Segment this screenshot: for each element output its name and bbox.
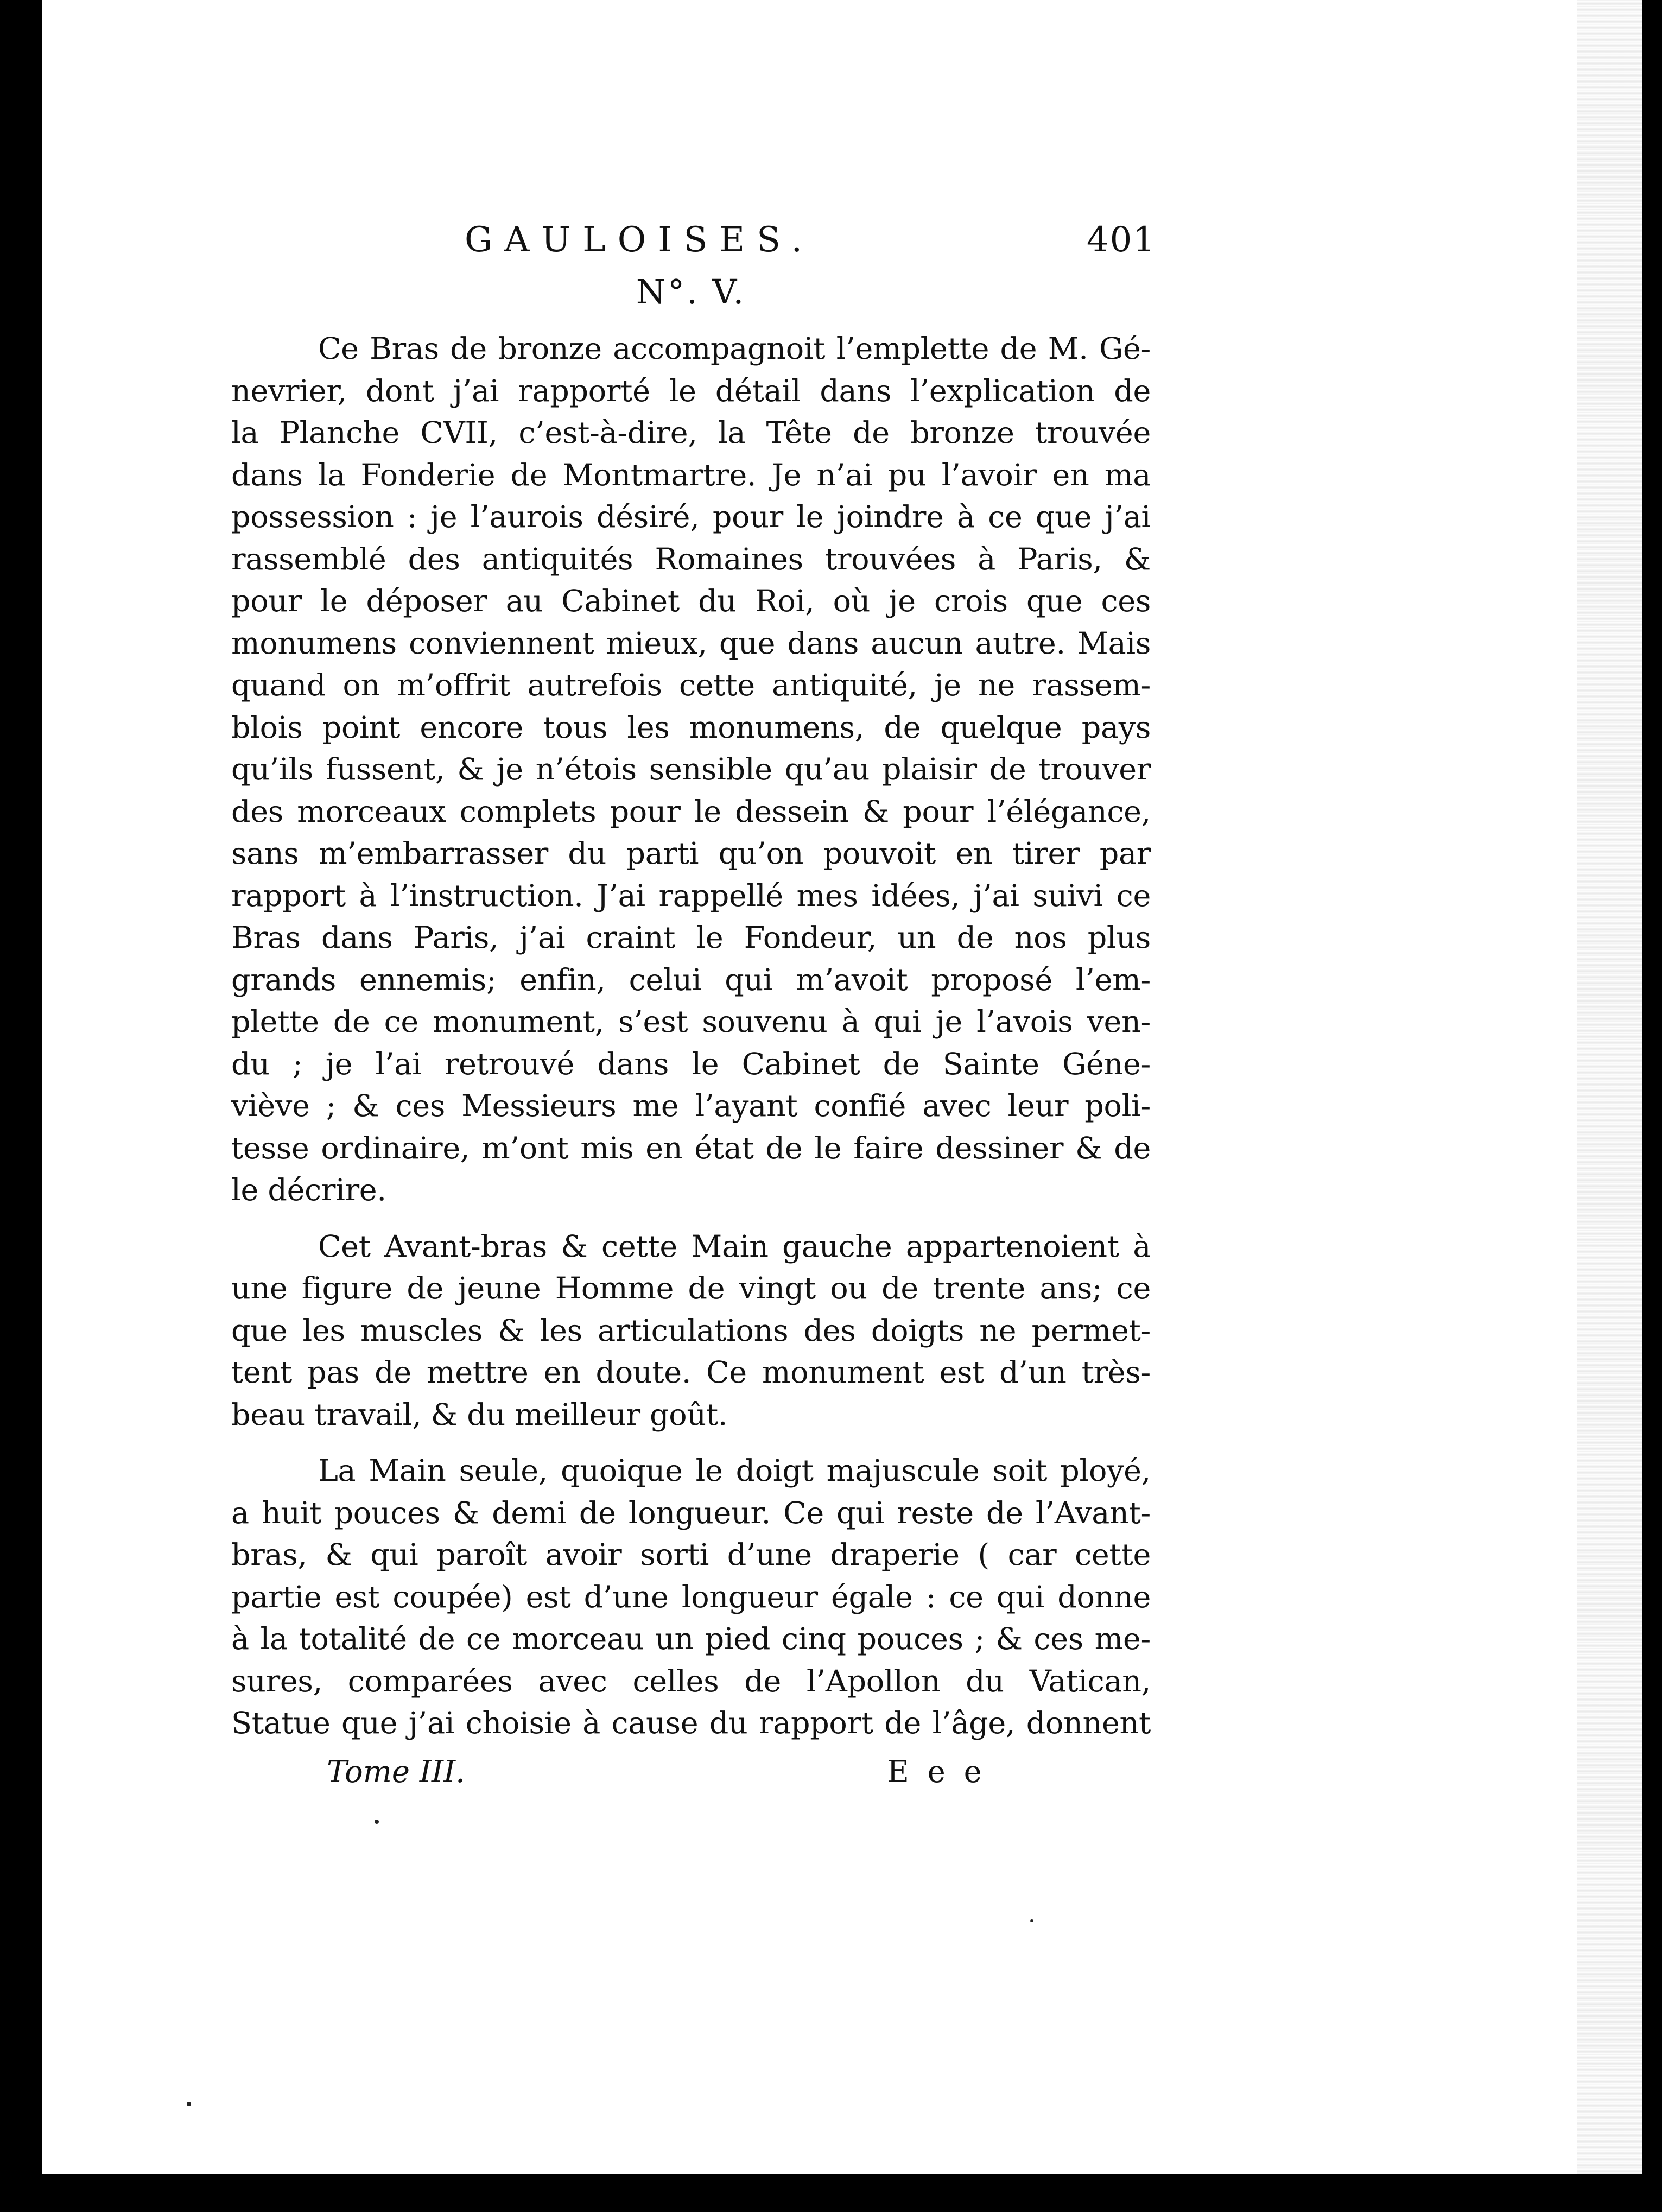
text-line: la Planche CVII, c’est-à-dire, la Tête de bronze trouvée — [231, 415, 1151, 451]
text-line: sures, comparées avec celles de l’Apollon du Vatican, — [231, 1663, 1151, 1699]
text-line: une figure de jeune Homme de vingt ou de trente ans; ce — [231, 1271, 1151, 1306]
text-line: tent pas de mettre en doute. Ce monument est d’un très- — [231, 1355, 1151, 1390]
paragraph-1 — [231, 328, 1151, 1212]
text-line: dans la Fonderie de Montmartre. Je n’ai pu l’avoir en ma — [231, 457, 1151, 493]
volume-label: Tome III. — [327, 1754, 465, 1790]
text-line: que les muscles & les articulations des doigts ne permet- — [231, 1313, 1151, 1348]
text-line: blois point encore tous les monumens, de quelque pays — [231, 709, 1151, 745]
running-head — [231, 220, 1156, 272]
text-line: Ce Bras de bronze accompagnoit l’emplette de M. Gé- — [318, 331, 1151, 366]
scan-speck — [187, 2102, 191, 2106]
text-line: Bras dans Paris, j’ai craint le Fondeur, un de nos plus — [231, 920, 1151, 955]
text-line: grands ennemis; enfin, celui qui m’avoit proposé l’em- — [231, 962, 1151, 998]
text-line: rassemblé des antiquités Romaines trouvées à Paris, & — [231, 541, 1151, 577]
running-title: GAULOISES. — [465, 220, 814, 260]
text-line: qu’ils fussent, & je n’étois sensible qu’au plaisir de trouver — [231, 752, 1151, 787]
page-edge-shading — [1577, 0, 1642, 2176]
text-line: à la totalité de ce morceau un pied cinq pouces ; & ces me- — [231, 1621, 1151, 1657]
text-line: viève ; & ces Messieurs me l’ayant confié avec leur poli- — [231, 1088, 1151, 1124]
text-line: des morceaux complets pour le dessein & pour l’élégance, — [231, 794, 1151, 829]
text-line: du ; je l’ai retrouvé dans le Cabinet de Sainte Géne- — [231, 1046, 1151, 1082]
text-line: a huit pouces & demi de longueur. Ce qui reste de l’Avant- — [231, 1495, 1151, 1531]
section-number: N°. V. — [636, 272, 746, 312]
text-line: bras, & qui paroît avoir sorti d’une draperie ( car cette — [231, 1537, 1151, 1573]
text-line: rapport à l’instruction. J’ai rappellé mes idées, j’ai suivi ce — [231, 878, 1151, 914]
text-line: partie est coupée) est d’une longueur égale : ce qui donne — [231, 1579, 1151, 1615]
text-line: tesse ordinaire, m’ont mis en état de le faire dessiner & de — [231, 1130, 1151, 1166]
paragraph-2 — [231, 1226, 1151, 1436]
text-line: beau travail, & du meilleur goût. — [231, 1397, 728, 1433]
scan-speck — [375, 1820, 379, 1824]
text-line: La Main seule, quoique le doigt majuscule soit ployé, — [318, 1453, 1151, 1488]
text-line: pour le déposer au Cabinet du Roi, où je crois que ces — [231, 584, 1151, 619]
text-line: possession : je l’aurois désiré, pour le joindre à ce que j’ai — [231, 499, 1151, 535]
text-line: sans m’embarrasser du parti qu’on pouvoit en tirer par — [231, 836, 1151, 871]
paragraph-3 — [231, 1450, 1151, 1745]
text-line: quand on m’offrit autrefois cette antiquité, je ne rassem- — [231, 668, 1151, 703]
page-footer — [231, 1754, 1151, 1798]
text-line: nevrier, dont j’ai rapporté le détail dans l’explication de — [231, 373, 1151, 409]
signature-mark: E e e — [887, 1754, 986, 1790]
scan-border — [0, 2174, 1662, 2212]
text-line: Statue que j’ai choisie à cause du rapport de l’âge, donnent — [231, 1706, 1151, 1741]
text-line: Cet Avant-bras & cette Main gauche appartenoient à — [318, 1228, 1151, 1264]
scan-speck — [1030, 1919, 1033, 1922]
text-block — [231, 220, 1156, 1798]
text-line: le décrire. — [231, 1172, 386, 1208]
text-line: plette de ce monument, s’est souvenu à qui je l’avois ven- — [231, 1004, 1151, 1040]
text-line: monumens conviennent mieux, que dans aucun autre. Mais — [231, 625, 1151, 661]
page-number: 401 — [1086, 220, 1156, 260]
